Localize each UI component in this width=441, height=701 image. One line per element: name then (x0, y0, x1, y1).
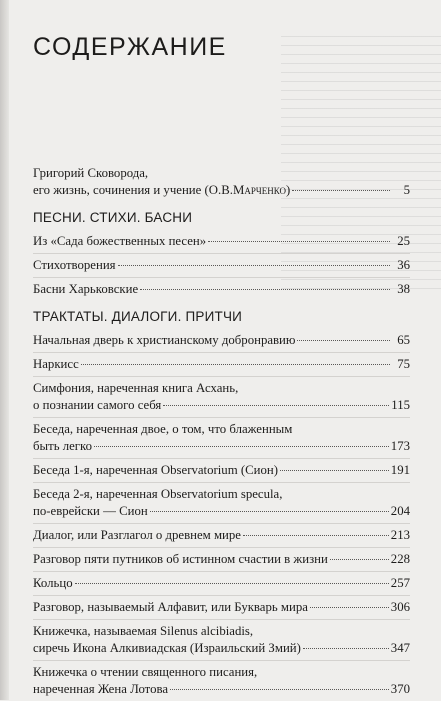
entry-title: Кольцо (33, 576, 73, 590)
entry-title: Басни Харьковские (33, 282, 139, 296)
toc-entry[interactable] (33, 524, 410, 548)
entry-title: Разговор, называемый Алфавит, или Букварь мира (33, 600, 308, 614)
toc-entry[interactable] (33, 459, 410, 483)
entry-title: Беседа 1-я, нареченная Observatorium (Сион) (33, 463, 279, 477)
toc-entry[interactable] (33, 661, 410, 701)
section-treatises (33, 309, 410, 701)
dot-leader (140, 289, 390, 290)
page-number: 25 (397, 234, 410, 248)
page-number: 370 (390, 682, 410, 696)
page-number: 213 (390, 528, 410, 542)
entry-title: Наркисс (33, 357, 79, 371)
dot-leader (94, 446, 389, 447)
page-number: 65 (397, 333, 410, 347)
dot-leader (303, 648, 389, 649)
entry-title-line: Книжечка о чтении священного писания, (33, 665, 258, 679)
toc-entry[interactable] (33, 418, 410, 459)
toc-entry[interactable] (33, 596, 410, 620)
dot-leader (170, 689, 389, 690)
dot-leader (297, 340, 390, 341)
toc-entry[interactable] (33, 329, 410, 353)
entry-title-line: Книжечка, называемая Silenus alcibiadis, (33, 624, 254, 638)
toc-entry[interactable] (33, 353, 410, 377)
toc-entry[interactable] (33, 377, 410, 418)
section-heading: ТРАКТАТЫ. ДИАЛОГИ. ПРИТЧИ (33, 309, 243, 324)
intro-author-surname: Марченко (232, 183, 286, 197)
entry-title-line: Беседа, нареченная двое, о том, что блаженным (33, 422, 293, 436)
intro-subtitle-line (33, 182, 410, 199)
page-number: 191 (390, 463, 410, 477)
intro-author-initials: О.В. (208, 183, 233, 197)
entry-title: Диалог, или Разглагол о древнем мире (33, 528, 241, 542)
dot-leader (163, 405, 389, 406)
entry-title: нареченная Жена Лотова (33, 682, 169, 696)
entry-title: Стихотворения (33, 258, 116, 272)
toc-entry[interactable] (33, 254, 410, 278)
dot-leader (118, 265, 390, 266)
entry-title: Разговор пяти путников об истинном счастии в жизни (33, 552, 328, 566)
page-number: 173 (390, 439, 410, 453)
page-number: 204 (390, 504, 410, 518)
dot-leader (310, 607, 389, 608)
dot-leader (243, 535, 389, 536)
entry-title: сиречь Икона Алкивиадская (Израильский Змий) (33, 641, 301, 655)
dot-leader (280, 470, 389, 471)
page-number: 5 (403, 183, 410, 197)
page-number: 306 (390, 600, 410, 614)
toc-entry[interactable] (33, 230, 410, 254)
dot-leader (81, 364, 390, 365)
section-heading: ПЕСНИ. СТИХИ. БАСНИ (33, 210, 193, 225)
page-number: 75 (397, 357, 410, 371)
dot-leader (330, 559, 389, 560)
toc-entry[interactable] (33, 483, 410, 524)
intro-title-line: Григорий Сковорода, (33, 166, 149, 180)
page-number: 228 (390, 552, 410, 566)
page-number: 38 (397, 282, 410, 296)
page-number: 347 (390, 641, 410, 655)
page-title: СОДЕРЖАНИЕ (33, 33, 227, 61)
entry-title-line: Симфония, нареченная книга Асхань, (33, 381, 239, 395)
dot-leader (292, 190, 390, 191)
toc-entry[interactable] (33, 548, 410, 572)
section-songs (33, 210, 410, 301)
entry-title-line: Беседа 2-я, нареченная Observatorium specula, (33, 487, 283, 501)
page-number: 115 (391, 398, 410, 412)
entry-title: по-еврейски — Сион (33, 504, 148, 518)
toc-entry[interactable] (33, 620, 410, 661)
entry-title: быть легко (33, 439, 93, 453)
entry-title: о познании самого себя (33, 398, 162, 412)
toc-intro-entry[interactable] (33, 165, 410, 202)
toc-entry[interactable] (33, 278, 410, 301)
intro-subtitle-text: его жизнь, сочинения и учение ( (33, 183, 209, 197)
intro-author-close: ) (285, 183, 291, 197)
dot-leader (150, 511, 389, 512)
dot-leader (75, 583, 389, 584)
entry-title: Начальная дверь к христианскому добронравию (33, 333, 296, 347)
entry-title: Из «Сада божественных песен» (33, 234, 207, 248)
table-of-contents (33, 165, 410, 701)
page-number: 36 (397, 258, 410, 272)
toc-entry[interactable] (33, 572, 410, 596)
page-edge (0, 0, 9, 700)
dot-leader (208, 241, 390, 242)
page-number: 257 (390, 576, 410, 590)
